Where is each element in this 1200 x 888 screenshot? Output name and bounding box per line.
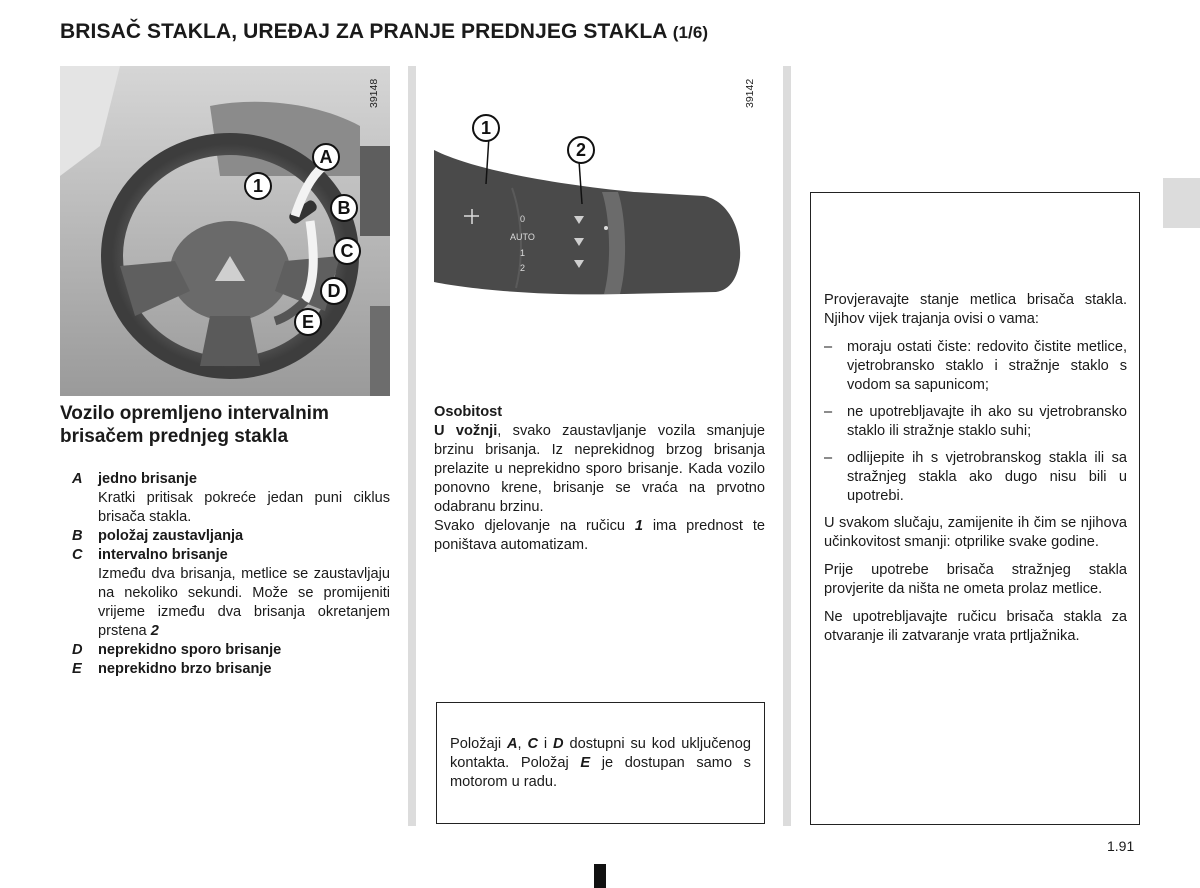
rear-wiper-paragraph: Prije upotrebe brisača stražnjeg stakla provjerite da ništa ne ometa prolaz metlice. <box>824 562 1127 597</box>
wiper-position-list <box>60 470 390 679</box>
blade-care-text <box>824 291 1127 646</box>
list-item: D neprekidno sporo brisanje <box>72 642 282 658</box>
list-item: C intervalno brisanje <box>72 547 228 563</box>
figure-number: 39148 <box>368 78 380 108</box>
intro-paragraph: Provjeravajte stanje metlica brisača stakla. Njihov vijek trajanja ovisi o vama: <box>824 292 1127 327</box>
list-item: – odlijepite ih s vjetrobranskog stakla ili sa stražnjeg stakla ako dugo nisu bili u upotrebi. <box>824 450 1127 504</box>
section-title: Vozilo opremljeno intervalnim brisačem prednjeg stakla <box>60 403 329 447</box>
steering-wheel-figure <box>60 66 390 396</box>
steering-wheel-illustration <box>60 66 390 396</box>
callout-1: 1 <box>244 172 272 200</box>
list-item: – moraju ostati čiste: redovito čistite metlice, vjetrobransko staklo i stražnje staklo s vodom sa sapunicom; <box>824 339 1127 393</box>
callout-a: A <box>312 143 340 171</box>
column-divider-left <box>408 66 416 826</box>
page-title: BRISAČ STAKLA, UREĐAJ ZA PRANJE PREDNJEG STAKLA (1/6) <box>60 20 709 43</box>
availability-note-box <box>436 702 765 824</box>
wiper-stalk-figure <box>434 66 764 366</box>
particularity-heading: Osobitost <box>434 404 503 420</box>
column-divider-right <box>783 66 791 826</box>
callout-c: C <box>333 237 361 265</box>
stalk-label-1: 1 <box>520 248 526 258</box>
replacement-paragraph: U svakom slučaju, zamijenite ih čim se njihova učinkovitost smanji: otprilike svake godine. <box>824 515 1127 550</box>
print-mark <box>594 864 606 888</box>
chapter-tab <box>1163 178 1200 228</box>
availability-note: Položaji A, C i D dostupni su kod uključenog kontakta. Položaj E je dostupan samo s motorom u radu. <box>450 736 751 790</box>
stalk-label-2: 2 <box>520 263 526 273</box>
item-description: Kratki pritisak pokreće jedan puni ciklus brisača stakla. <box>98 490 390 525</box>
page-part-indicator: (1/6) <box>672 23 709 42</box>
page-number: 1.91 <box>1107 838 1135 854</box>
tailgate-warning-paragraph: Ne upotrebljavajte ručicu brisača stakla za otvaranje ili zatvaranje vrata prtljažnika. <box>824 609 1127 644</box>
particularity-paragraph: U vožnji, svako zaustavljanje vozila smanjuje brzinu brisanja. Iz neprekidnog brzog brisanja prelazite u neprekidno sporo brisanje. Kada vozilo ponovno krene, brisanje se vraća na prvotno odabranu brzinu. <box>434 423 765 515</box>
blade-care-box <box>810 192 1140 825</box>
list-item: A jedno brisanje <box>72 471 197 487</box>
stalk-label-0: 0 <box>520 214 526 224</box>
middle-column <box>434 403 765 555</box>
list-item: – ne upotrebljavajte ih ako su vjetrobransko staklo ili stražnje staklo suhi; <box>824 404 1127 439</box>
callout-e: E <box>294 308 322 336</box>
figure-number: 39142 <box>744 78 756 108</box>
callout-2: 2 <box>567 136 595 164</box>
callout-1: 1 <box>472 114 500 142</box>
callout-b: B <box>330 194 358 222</box>
list-item: B položaj zaustavljanja <box>72 528 244 544</box>
stalk-label-auto: AUTO <box>510 232 535 242</box>
wiper-stalk-illustration <box>434 66 764 366</box>
item-description: Između dva brisanja, metlice se zaustavljaju na nekoliko sekundi. Može se promijeniti vrijeme između dva brisanja okretanjem prstena 2 <box>98 566 390 639</box>
left-column <box>60 402 390 679</box>
list-item: E neprekidno brzo brisanje <box>72 661 272 677</box>
override-paragraph: Svako djelovanje na ručicu 1 ima prednost te poništava automatizam. <box>434 518 765 553</box>
callout-d: D <box>320 277 348 305</box>
